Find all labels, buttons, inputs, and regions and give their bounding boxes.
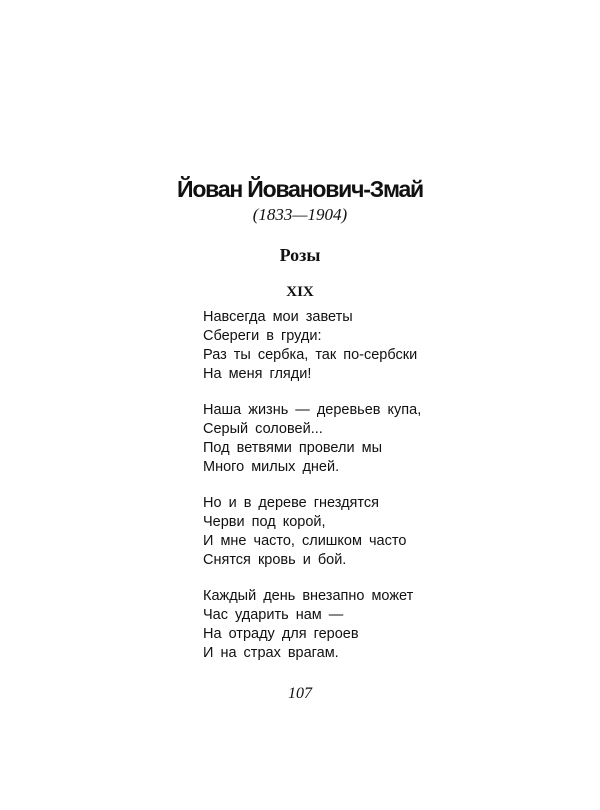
poem-line: Навсегда мои заветы	[203, 309, 353, 325]
poem-line: Но и в дереве гнездятся	[203, 495, 379, 511]
poem-line: Раз ты сербка, так по-сербски	[203, 347, 418, 363]
poem-title: Розы	[279, 245, 321, 265]
stanza-2	[203, 401, 463, 477]
poem-line: Черви под корой,	[203, 514, 326, 530]
poem-line: Сбереги в груди:	[203, 328, 322, 344]
author-name: Йован Йованович-Змай	[177, 176, 423, 202]
poem-line: Снятся кровь и бой.	[203, 552, 347, 568]
poem-line: Каждый день внезапно может	[203, 588, 414, 604]
poem-line: Серый соловей...	[203, 421, 323, 437]
page-number: 107	[288, 685, 312, 702]
poem-line: На отраду для героев	[203, 626, 359, 642]
poem-line: И на страх врагам.	[203, 645, 339, 661]
section-number: XIX	[286, 284, 314, 300]
poem-line: Под ветвями провели мы	[203, 440, 382, 456]
poem-line: Час ударить нам —	[203, 607, 344, 623]
stanza-3	[203, 494, 463, 570]
poem-line: Много милых дней.	[203, 459, 340, 475]
poem-line: Наша жизнь — деревьев купа,	[203, 402, 422, 418]
stanza-4	[203, 587, 463, 663]
author-years: (1833—1904)	[252, 205, 348, 224]
poem-line: И мне часто, слишком часто	[203, 533, 407, 549]
stanza-1	[203, 308, 463, 384]
poem-line: На меня гляди!	[203, 366, 312, 382]
poem-body	[203, 308, 463, 680]
